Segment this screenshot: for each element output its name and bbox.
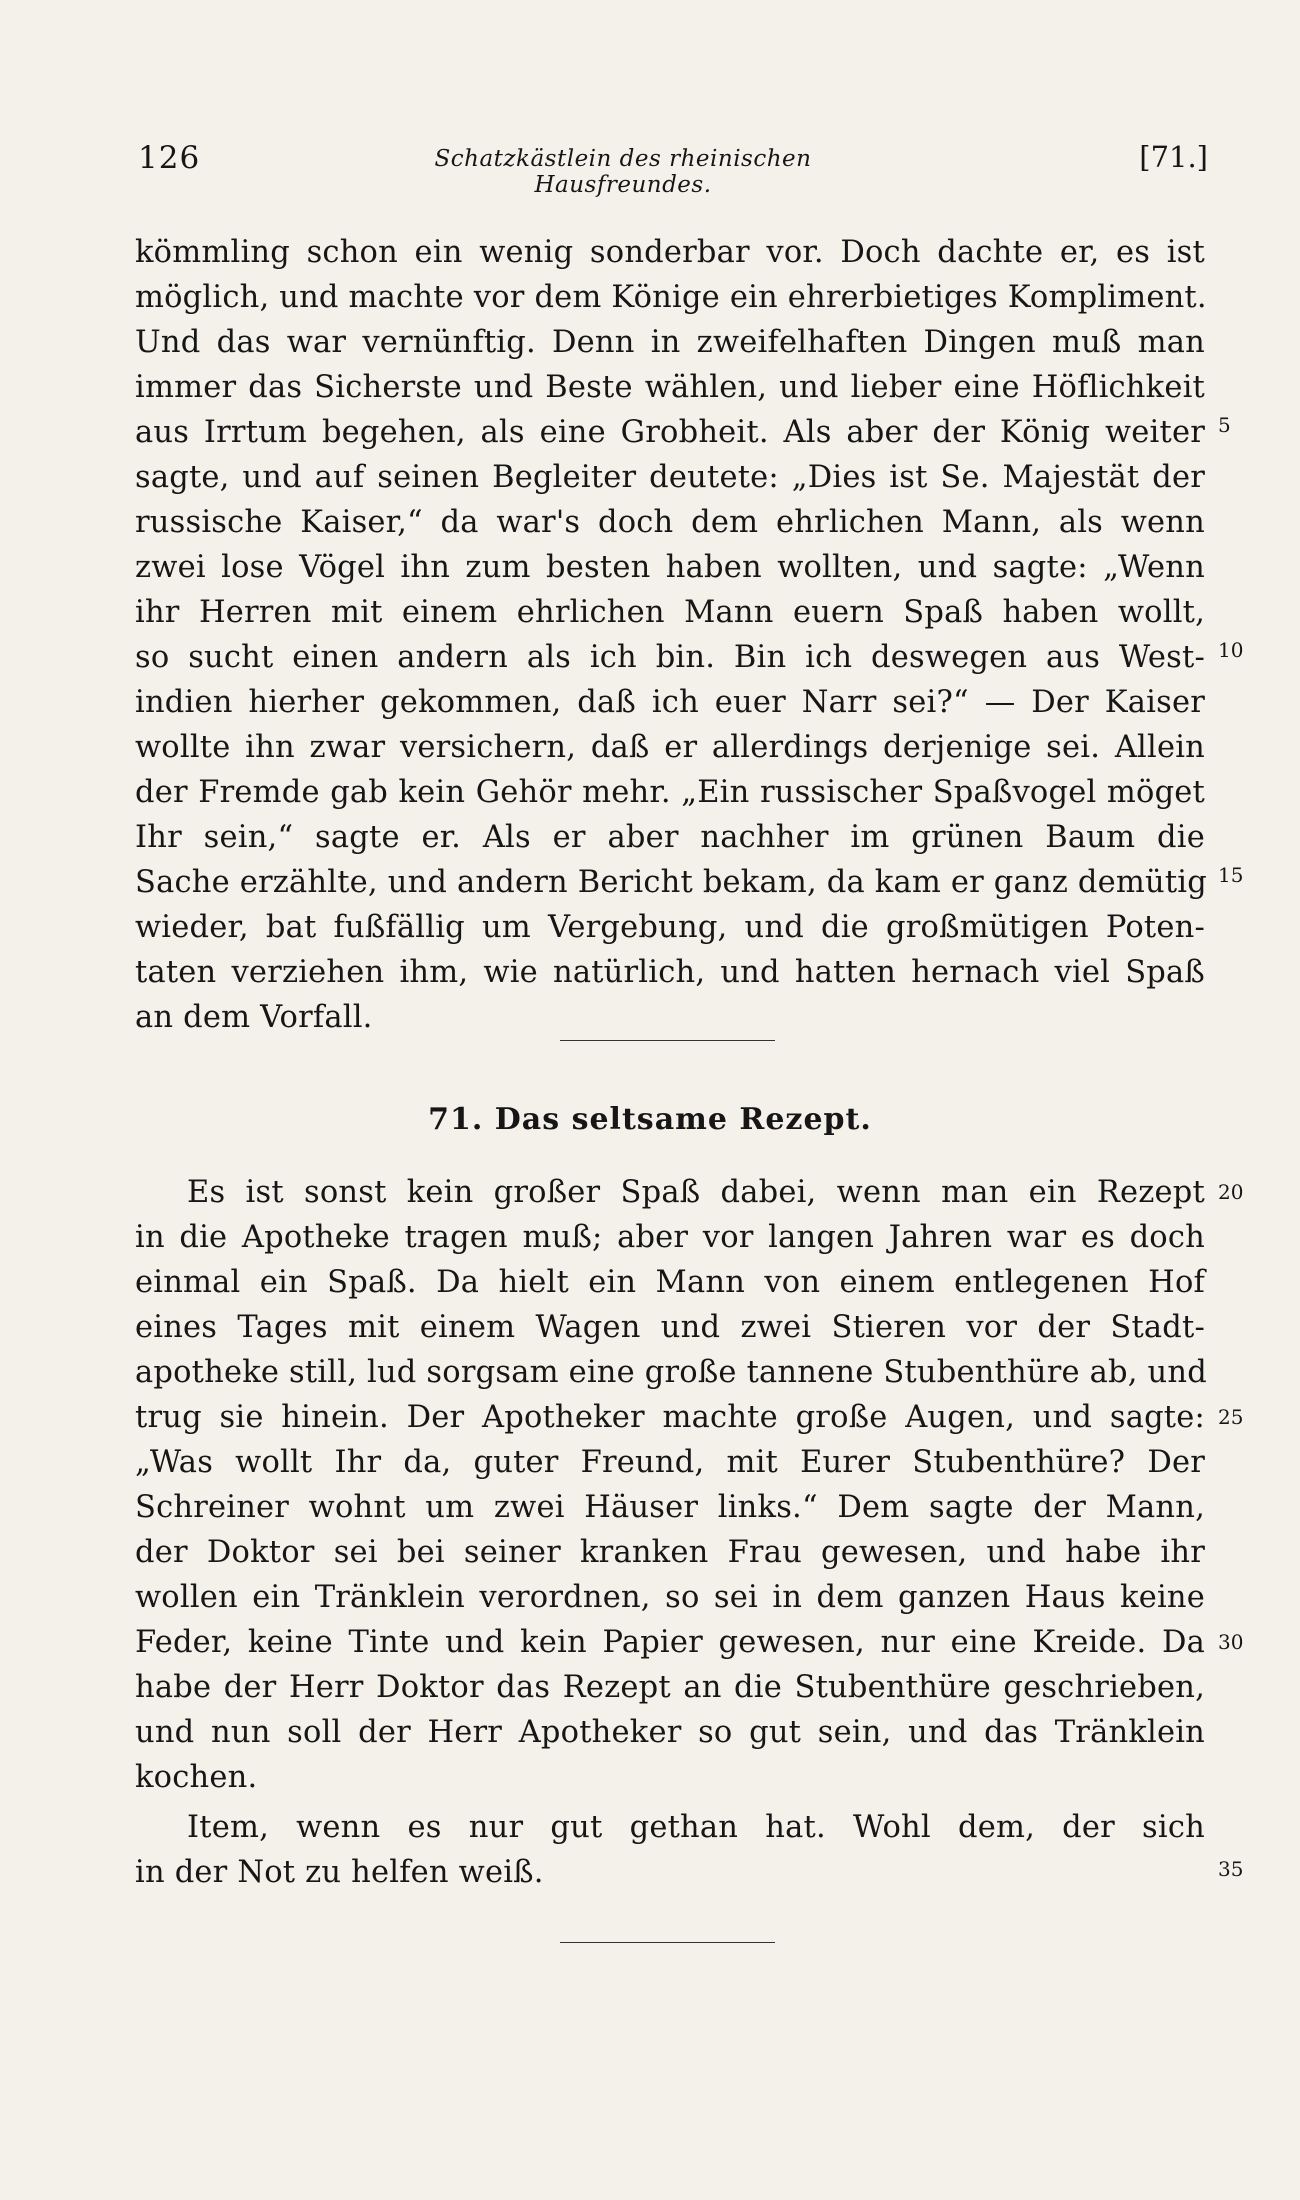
line-number: 20: [1218, 1180, 1244, 1204]
text-line: in der Not zu helfen weiß.: [135, 1855, 544, 1890]
text-line: in die Apotheke tragen muß; aber vor langen Jahren war es doch: [135, 1220, 1205, 1255]
section-divider: [560, 1040, 775, 1041]
text-line: immer das Sicherste und Beste wählen, und lieber eine Höflichkeit: [135, 370, 1205, 405]
end-divider: [560, 1942, 775, 1943]
text-line: apotheke still, lud sorgsam eine große tannene Stubenthüre ab, und: [135, 1355, 1207, 1390]
line-number: 15: [1218, 863, 1244, 887]
text-line: trug sie hinein. Der Apotheker machte große Augen, und sagte:: [135, 1400, 1205, 1435]
text-line: „Was wollt Ihr da, guter Freund, mit Eurer Stubenthüre? Der: [135, 1445, 1205, 1480]
text-line: Item, wenn es nur gut gethan hat. Wohl dem, der sich: [187, 1810, 1205, 1845]
text-line: kömmling schon ein wenig sonderbar vor. Doch dachte er, es ist: [135, 235, 1205, 270]
line-number: 35: [1218, 1857, 1244, 1881]
text-line: wieder, bat fußfällig um Vergebung, und die großmütigen Poten-: [135, 910, 1205, 945]
section-reference: [71.]: [1139, 140, 1208, 174]
text-line: habe der Herr Doktor das Rezept an die Stubenthüre geschrieben,: [135, 1670, 1205, 1705]
text-line: wollte ihn zwar versichern, daß er allerdings derjenige sei. Allein: [135, 730, 1205, 765]
text-line: eines Tages mit einem Wagen und zwei Stieren vor der Stadt-: [135, 1310, 1205, 1345]
text-line: und nun soll der Herr Apotheker so gut sein, und das Tränklein: [135, 1715, 1205, 1750]
text-line: Feder, keine Tinte und kein Papier gewesen, nur eine Kreide. Da: [135, 1625, 1205, 1660]
text-line: sagte, und auf seinen Begleiter deutete: „Dies ist Se. Majestät der: [135, 460, 1205, 495]
text-line: ihr Herren mit einem ehrlichen Mann euern Spaß haben wollt,: [135, 595, 1205, 630]
text-line: taten verziehen ihm, wie natürlich, und hatten hernach viel Spaß: [135, 955, 1205, 990]
text-line: der Fremde gab kein Gehör mehr. „Ein russischer Spaßvogel möget: [135, 775, 1205, 810]
running-head: Schatzkästlein des rheinischen Hausfreundes.: [434, 146, 812, 198]
line-number: 5: [1218, 413, 1231, 437]
text-line: Schreiner wohnt um zwei Häuser links.“ Dem sagte der Mann,: [135, 1490, 1205, 1525]
text-line: russische Kaiser,“ da war's doch dem ehrlichen Mann, als wenn: [135, 505, 1205, 540]
text-line: möglich, und machte vor dem Könige ein ehrerbietiges Kompliment.: [135, 280, 1207, 315]
page-header: [138, 140, 1208, 198]
text-line: der Doktor sei bei seiner kranken Frau gewesen, und habe ihr: [135, 1535, 1205, 1570]
text-line: zwei lose Vögel ihn zum besten haben wollten, und sagte: „Wenn: [135, 550, 1205, 585]
text-line: Sache erzählte, und andern Bericht bekam, da kam er ganz demütig: [135, 865, 1207, 900]
line-number: 25: [1218, 1405, 1244, 1429]
page-number: 126: [138, 140, 201, 176]
text-line: so sucht einen andern als ich bin. Bin ich deswegen aus West-: [135, 640, 1205, 675]
line-number: 10: [1218, 638, 1244, 662]
line-number: 30: [1218, 1630, 1244, 1654]
text-line: aus Irrtum begehen, als eine Grobheit. Als aber der König weiter: [135, 415, 1205, 450]
text-line: wollen ein Tränklein verordnen, so sei in dem ganzen Haus keine: [135, 1580, 1205, 1615]
text-line: kochen.: [135, 1760, 258, 1795]
section-title: 71. Das seltsame Rezept.: [428, 1102, 872, 1137]
text-line: Ihr sein,“ sagte er. Als er aber nachher im grünen Baum die: [135, 820, 1205, 855]
text-line: indien hierher gekommen, daß ich euer Narr sei?“ — Der Kaiser: [135, 685, 1205, 720]
text-line: an dem Vorfall.: [135, 1000, 373, 1035]
text-line: Und das war vernünftig. Denn in zweifelhaften Dingen muß man: [135, 325, 1205, 360]
text-line: Es ist sonst kein großer Spaß dabei, wenn man ein Rezept: [187, 1175, 1205, 1210]
text-line: einmal ein Spaß. Da hielt ein Mann von einem entlegenen Hof: [135, 1265, 1205, 1300]
